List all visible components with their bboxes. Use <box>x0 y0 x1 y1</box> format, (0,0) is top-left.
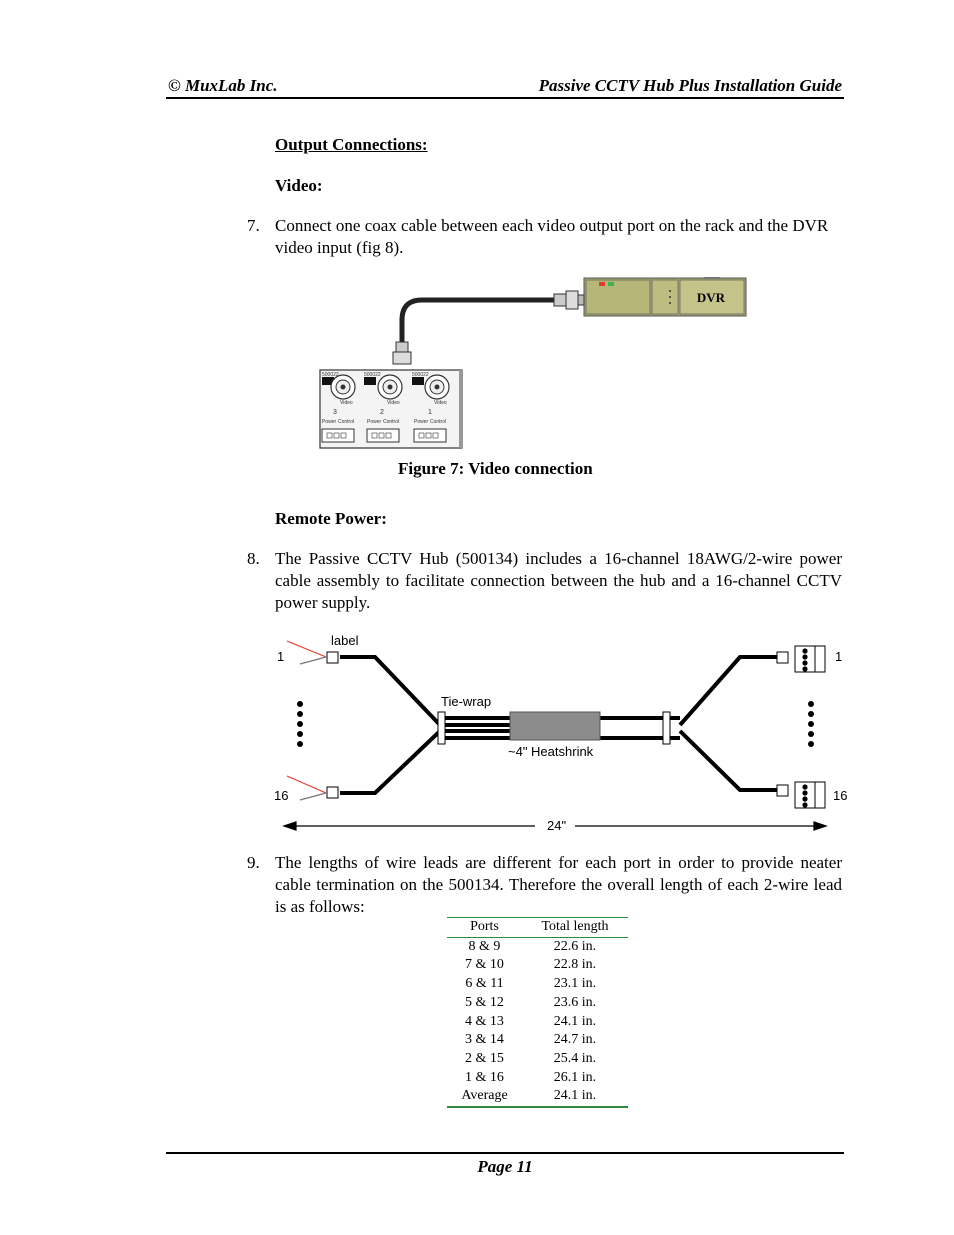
power-label: Power <box>322 419 337 425</box>
remote-power-heading: Remote Power: <box>275 509 387 528</box>
power-label: Power <box>414 419 429 425</box>
table-row <box>447 1013 628 1032</box>
step-9-number: 9. <box>247 853 260 872</box>
dots-left <box>297 701 303 747</box>
power-label: Power <box>367 419 382 425</box>
ports-cell: Average <box>461 1088 508 1104</box>
left-top-number: 1 <box>277 649 285 664</box>
control-label: Control <box>338 419 355 425</box>
ports-cell: 1 & 16 <box>465 1069 504 1085</box>
port-video-label: Video <box>387 400 400 406</box>
port-video-label: Video <box>340 400 353 406</box>
tie-wrap-caption: Tie-wrap <box>441 694 492 709</box>
step-9-text: The lengths of wire leads are different for each port in order to provide neater cable termination on the 500134. Therefore the overall length of each 2-wire lead is as follows: <box>275 853 842 916</box>
ports-cell: 7 & 10 <box>465 957 504 973</box>
column-header-total-length: Total length <box>522 918 628 937</box>
ports-cell: 8 & 9 <box>468 938 501 954</box>
length-cell: 24.1 in. <box>553 1013 597 1029</box>
length-cell: 22.6 in. <box>553 938 597 954</box>
figure-7-caption: Figure 7: Video connection <box>398 459 593 478</box>
step-7-number: 7. <box>247 216 260 235</box>
control-label: Control <box>430 419 447 425</box>
column-header-ports: Ports <box>447 918 522 937</box>
ports-cell: 4 & 13 <box>465 1013 504 1029</box>
length-cell: 24.1 in. <box>553 1088 597 1104</box>
length-cell: 24.7 in. <box>553 1032 597 1048</box>
hub-rack <box>320 370 463 448</box>
red-wire-ends <box>287 641 326 800</box>
header-rule <box>166 97 844 99</box>
video-heading: Video: <box>275 176 323 195</box>
ports-cell: 5 & 12 <box>465 994 504 1010</box>
table-row <box>447 937 628 956</box>
length-cell: 23.6 in. <box>553 994 597 1010</box>
table-row <box>447 1087 628 1106</box>
table-row <box>447 975 628 994</box>
header-company: © MuxLab Inc. <box>168 76 278 95</box>
length-cell: 26.1 in. <box>553 1069 597 1085</box>
lead-lengths-table <box>447 918 628 1106</box>
coax-cable <box>402 300 558 346</box>
port-model-label: 500022 <box>364 372 381 378</box>
bnc-connector-hub-end <box>393 342 411 364</box>
heatshrink-caption: ~4" Heatshrink <box>508 744 594 759</box>
dots-right <box>808 701 814 747</box>
header-guide-title: Passive CCTV Hub Plus Installation Guide <box>538 76 842 95</box>
bnc-connector-dvr-end <box>554 291 584 309</box>
table-row <box>447 956 628 975</box>
port-number-3: 3 <box>333 409 337 416</box>
port-number-1: 1 <box>428 409 432 416</box>
step-8-text: The Passive CCTV Hub (500134) includes a 16-channel 18AWG/2-wire power cable assembly to facilitate connection between the hub and a 16-channel CCTV power supply. <box>275 549 842 612</box>
footer-rule <box>166 1152 844 1154</box>
step-7-text: Connect one coax cable between each video output port on the rack and the DVR video input (fig 8). <box>275 216 829 257</box>
dvr-label: DVR <box>696 290 726 305</box>
control-label: Control <box>383 419 400 425</box>
length-cell: 25.4 in. <box>553 1050 597 1066</box>
ports-cell: 6 & 11 <box>465 976 504 992</box>
output-connections-heading: Output Connections: <box>275 135 428 154</box>
tie-wrap <box>663 712 670 744</box>
left-bottom-number: 16 <box>274 788 289 803</box>
ports-cell: 3 & 14 <box>465 1032 504 1048</box>
wire-label-tag <box>327 787 338 798</box>
terminal-plug-bottom <box>777 782 825 808</box>
table-row <box>447 1069 628 1088</box>
table-row <box>447 1031 628 1050</box>
wire-label-tag <box>327 652 338 663</box>
video-connection-diagram <box>318 274 750 452</box>
port-video-label: Video <box>434 400 447 406</box>
power-cable-assembly-diagram <box>270 628 860 838</box>
right-bottom-number: 16 <box>833 788 848 803</box>
port-number-2: 2 <box>380 409 384 416</box>
page-number: Page 11 <box>477 1157 533 1176</box>
tie-wrap <box>438 712 445 744</box>
step-8-number: 8. <box>247 549 260 568</box>
table-header-row <box>447 918 628 937</box>
right-top-number: 1 <box>835 649 843 664</box>
table-row <box>447 994 628 1013</box>
port-model-label: 500022 <box>322 372 339 378</box>
length-cell: 22.8 in. <box>553 957 597 973</box>
label-caption: label <box>331 633 359 648</box>
heatshrink <box>510 712 600 740</box>
table-row <box>447 1050 628 1069</box>
terminal-plug-top <box>777 646 825 672</box>
length-caption: 24" <box>547 818 567 833</box>
length-cell: 23.1 in. <box>553 976 597 992</box>
lead-lengths-table-wrap <box>447 917 628 1108</box>
ports-cell: 2 & 15 <box>465 1050 504 1066</box>
port-model-label: 500022 <box>412 372 429 378</box>
